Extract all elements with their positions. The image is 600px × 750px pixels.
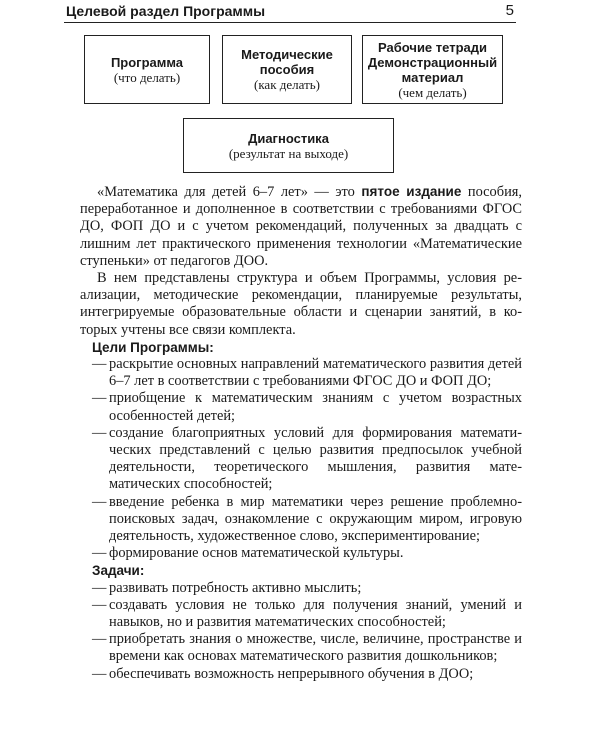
page-number: 5 — [505, 2, 514, 19]
list-item — [80, 631, 522, 665]
paragraph-intro-bold: пятое издание — [361, 184, 462, 199]
goals-list — [80, 356, 522, 562]
diagram-box-program — [84, 35, 210, 104]
diagram-box-diagnostics — [183, 118, 394, 173]
box-title: Программа — [110, 54, 184, 70]
list-item — [80, 666, 522, 683]
list-item-text: создание благоприятных условий для формирования математических представлений с целью развития предпосылок учебной деятельности, теоретического мышления, развития математических способностей; — [109, 424, 522, 493]
paragraph-intro — [80, 183, 522, 270]
page-header — [64, 2, 516, 23]
goals-heading: Цели Программы: — [92, 339, 214, 355]
list-item — [80, 545, 522, 562]
box-title-line: пособия — [259, 62, 315, 77]
section-title: Целевой раздел Программы — [66, 3, 266, 19]
list-item-text: создавать условия не только для получения знаний, умений и навыков, но и развития математических способностей; — [109, 596, 522, 631]
list-item-text: обеспечивать возможность непрерывного обучения в ДОО; — [109, 665, 474, 682]
dash-marker: — — [92, 579, 107, 596]
tasks-list — [80, 580, 522, 683]
paragraph-intro-end: пособия, переработанное и дополненное в соответствии с требованиями ФГОС ДО, ФОП ДО и с учетом рекомендаций, полученных за двадцать с лишним лет практического применения технологии «Математические ступеньки» от педагогов ДОО. — [80, 184, 522, 269]
dash-marker: — — [92, 665, 107, 682]
list-item-text: раскрытие основных направлений математического развития детей 6–7 лет в соответствии с требованиями ФГОС ДО и ФОП ДО; — [109, 356, 522, 390]
list-item — [80, 390, 522, 424]
dash-marker: — — [92, 424, 107, 441]
dash-marker: — — [92, 390, 107, 407]
box-title-line: Рабочие тетради — [378, 39, 487, 55]
box-subtitle: (что делать) — [113, 69, 181, 85]
box-title: Диагностика — [248, 130, 329, 146]
box-title-line: Методические — [241, 47, 333, 62]
diagram-box-methodical-guides — [222, 35, 352, 104]
dash-marker: — — [92, 493, 107, 510]
diagram-box-workbooks — [362, 35, 503, 104]
paragraph-intro-start: «Математика для детей 6–7 лет» — это — [97, 184, 362, 200]
list-item — [80, 580, 522, 597]
box-subtitle: (результат на выходе) — [228, 145, 349, 161]
dash-marker: — — [92, 545, 107, 562]
text-body — [80, 183, 522, 683]
box-title-line: Демонстрационный — [367, 54, 498, 70]
tasks-heading: Задачи: — [92, 563, 145, 579]
dash-marker: — — [92, 596, 107, 613]
list-item-text: развивать потребность активно мыслить; — [109, 579, 362, 596]
list-item-text: приобретать знания о множестве, числе, величине, пространстве и времени как основах математического развития дошкольников; — [109, 631, 522, 665]
paragraph-structure: В нем представлены структура и объем Программы, условия реализации, методические рекомендации, планируемые результаты, интегрируемые образовательные области и сценарии занятий, в которых учтены все связи комплекта. — [80, 270, 522, 338]
list-item-text: введение ребенка в мир математики через решение проблемнопоисковых задач, ознакомление с окружающим миром, игровую деятельность, художественное слово, экспериментирование; — [109, 493, 522, 545]
list-item — [80, 494, 522, 546]
dash-marker: — — [92, 356, 107, 373]
box-subtitle: (чем делать) — [398, 84, 467, 100]
list-item — [80, 356, 522, 390]
list-item — [80, 597, 522, 631]
list-item — [80, 425, 522, 494]
list-item-text: формирование основ математической культуры. — [109, 545, 404, 562]
list-item-text: приобщение к математическим знаниям с учетом возрастных особенностей детей; — [109, 390, 522, 424]
dash-marker: — — [92, 631, 107, 648]
box-subtitle: (как делать) — [253, 77, 321, 92]
box-title-line: материал — [401, 69, 464, 85]
